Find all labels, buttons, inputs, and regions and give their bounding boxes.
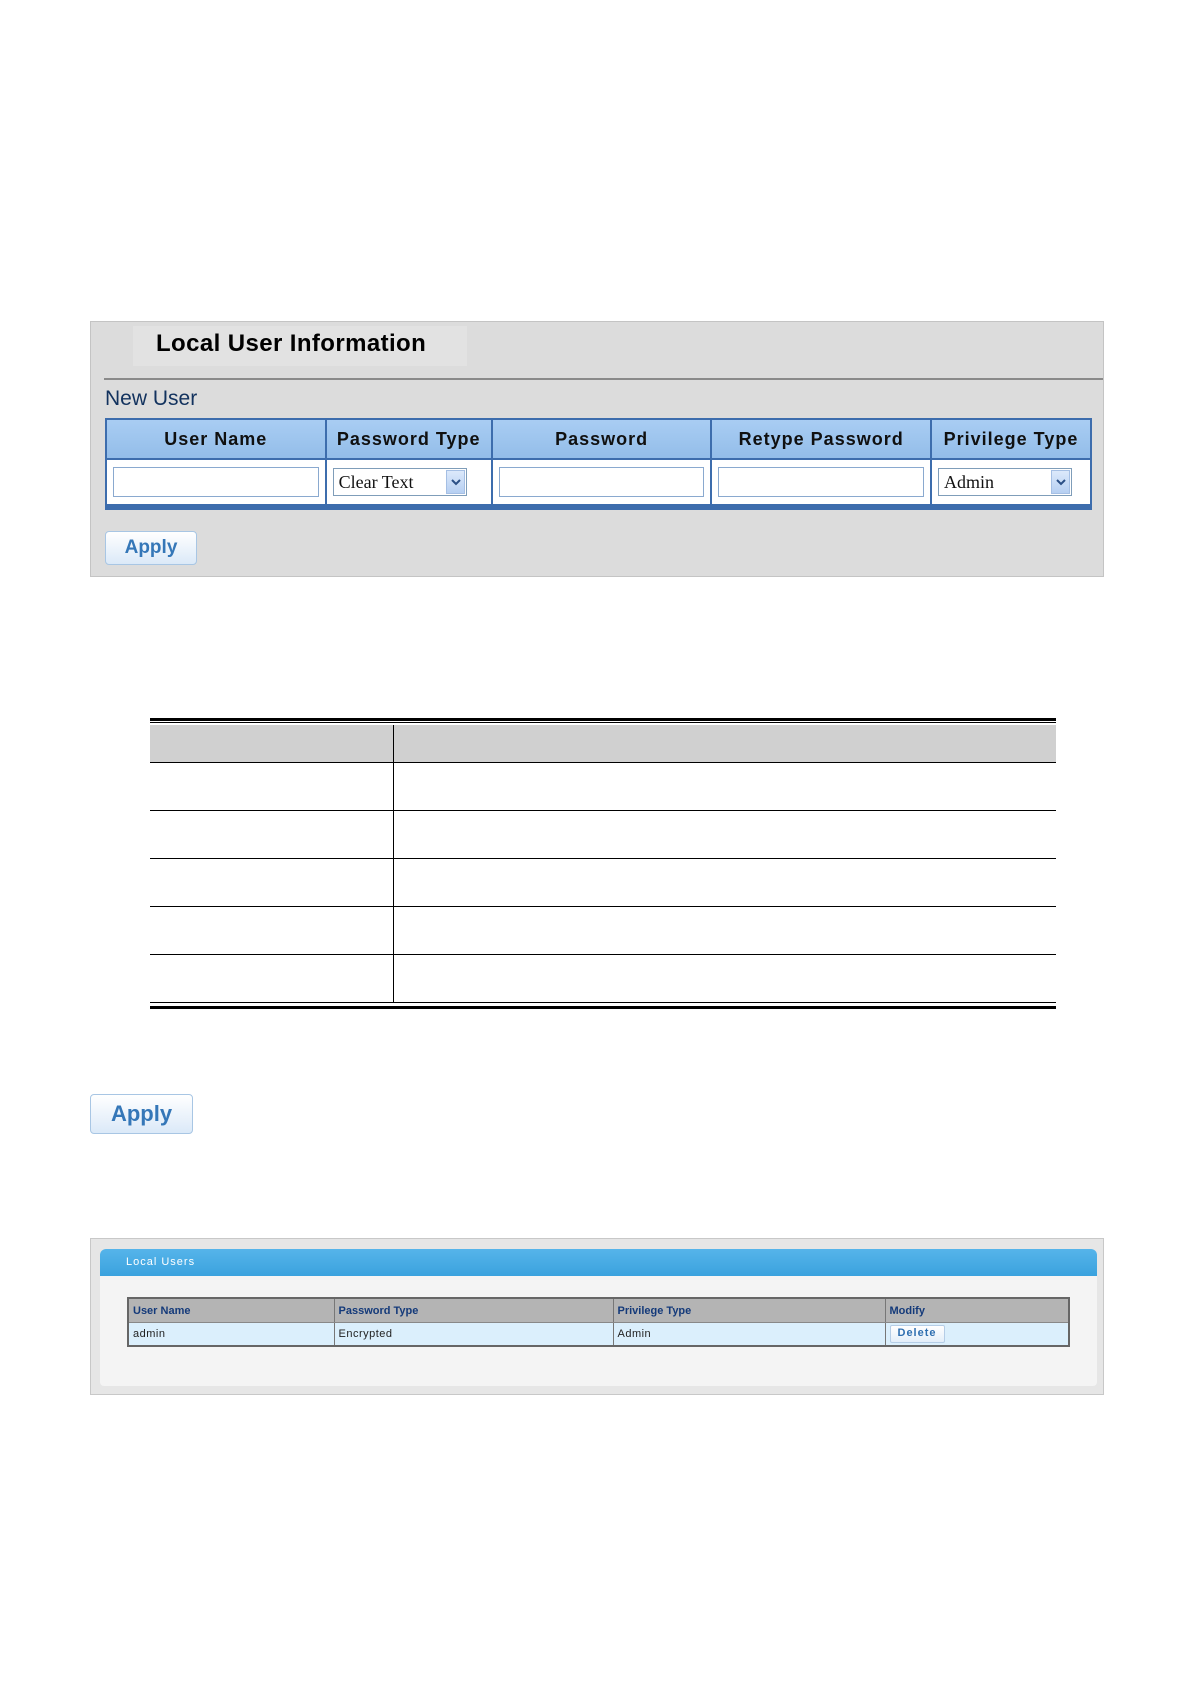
password-input[interactable] xyxy=(499,467,705,497)
table-top-rule xyxy=(150,718,1056,723)
table-row xyxy=(150,955,1056,1003)
title-divider xyxy=(104,378,1103,380)
privilege-type-value: Admin xyxy=(613,1323,885,1347)
new-user-header-row xyxy=(106,419,1091,459)
description-cell xyxy=(393,859,1056,907)
column-header-modify: Modify xyxy=(885,1298,1069,1323)
table-row xyxy=(150,811,1056,859)
apply-button-standalone[interactable]: Apply xyxy=(90,1094,193,1134)
chevron-down-icon[interactable] xyxy=(446,470,465,494)
local-users-inner xyxy=(100,1249,1097,1386)
retype-password-input[interactable] xyxy=(718,467,924,497)
new-user-table xyxy=(105,418,1092,510)
table-bottom-rule xyxy=(150,1005,1056,1009)
retype-password-cell xyxy=(711,459,931,507)
column-header-password-type: Password Type xyxy=(334,1298,613,1323)
privilege-type-cell xyxy=(931,459,1091,507)
user-name-cell xyxy=(106,459,326,507)
description-cell xyxy=(393,907,1056,955)
local-users-panel xyxy=(90,1238,1104,1395)
local-users-header-row xyxy=(128,1298,1069,1323)
table-row xyxy=(150,907,1056,955)
password-type-value: Encrypted xyxy=(334,1323,613,1347)
column-header-privilege-type: Privilege Type xyxy=(613,1298,885,1323)
new-user-input-row xyxy=(106,459,1091,507)
user-name-value: admin xyxy=(128,1323,334,1347)
object-cell xyxy=(150,763,393,811)
modify-cell xyxy=(885,1323,1069,1347)
table-row xyxy=(150,763,1056,811)
privilege-type-selected-value: Admin xyxy=(943,472,994,492)
privilege-type-select[interactable] xyxy=(938,468,1072,496)
description-cell xyxy=(393,763,1056,811)
password-type-selected-value: Clear Text xyxy=(338,472,414,492)
description-header-row xyxy=(150,725,1056,763)
column-header-password: Password xyxy=(492,419,712,459)
object-cell xyxy=(150,811,393,859)
object-cell xyxy=(150,955,393,1003)
column-header-password-type: Password Type xyxy=(326,419,492,459)
user-name-input[interactable] xyxy=(113,467,319,497)
local-users-title: Local Users xyxy=(100,1249,1097,1276)
description-header xyxy=(393,725,1056,763)
apply-button[interactable]: Apply xyxy=(105,531,197,565)
password-cell xyxy=(492,459,712,507)
panel-title: Local User Information xyxy=(156,330,427,357)
password-type-select[interactable] xyxy=(333,468,467,496)
column-header-privilege-type: Privilege Type xyxy=(931,419,1091,459)
object-header xyxy=(150,725,393,763)
description-table xyxy=(150,718,1056,1009)
object-cell xyxy=(150,859,393,907)
local-users-table xyxy=(127,1297,1070,1347)
delete-button[interactable]: Delete xyxy=(890,1325,945,1343)
column-header-user-name: User Name xyxy=(128,1298,334,1323)
description-cell xyxy=(393,955,1056,1003)
object-cell xyxy=(150,907,393,955)
table-row xyxy=(128,1323,1069,1347)
new-user-section-label: New User xyxy=(105,387,198,410)
password-type-cell xyxy=(326,459,492,507)
table-row xyxy=(150,859,1056,907)
column-header-user-name: User Name xyxy=(106,419,326,459)
description-cell xyxy=(393,811,1056,859)
local-user-information-panel xyxy=(90,321,1104,577)
column-header-retype-password: Retype Password xyxy=(711,419,931,459)
chevron-down-icon[interactable] xyxy=(1051,470,1070,494)
